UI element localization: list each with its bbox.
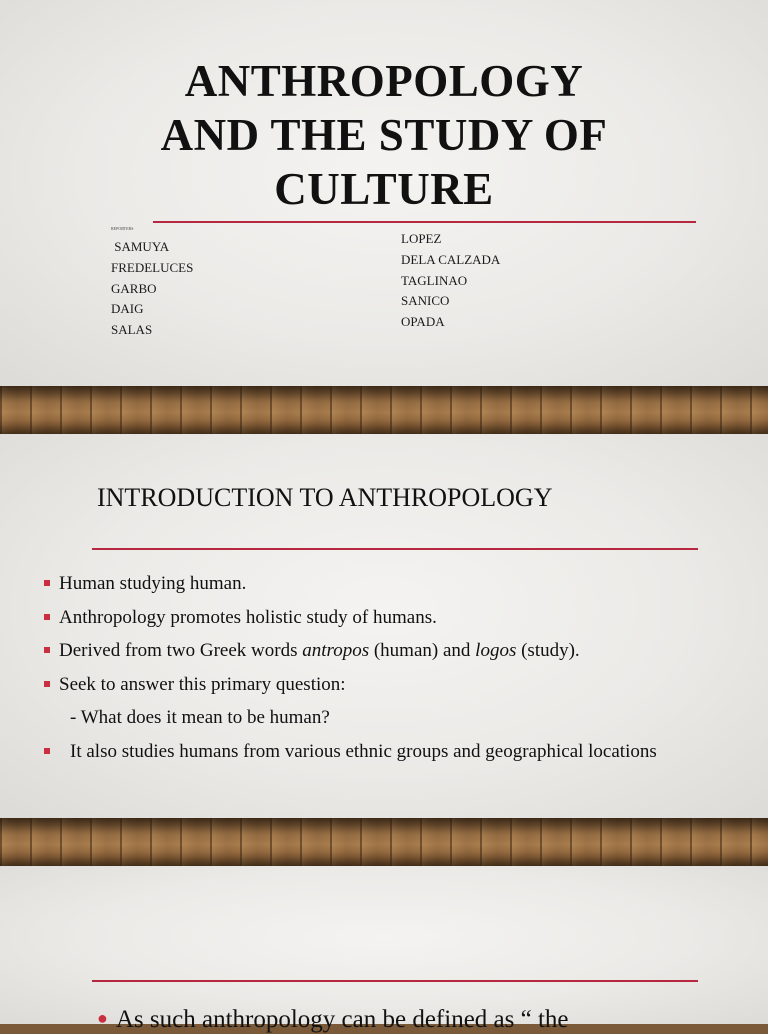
bullet-marker	[44, 614, 50, 620]
names-list-right	[401, 229, 500, 333]
bullet-text: (study).	[516, 640, 580, 661]
name-item: SALAS	[111, 322, 153, 338]
wood-floor-2	[0, 818, 768, 866]
wood-floor-1	[0, 386, 768, 434]
slide-3	[0, 866, 768, 1024]
bullet-item	[44, 735, 657, 769]
name-item: TAGLINAO	[401, 272, 468, 288]
bullet-item	[44, 668, 657, 702]
bullet-text: Derived from two Greek words	[59, 640, 303, 661]
slide-1	[0, 0, 768, 386]
name-item: DAIG	[111, 301, 144, 317]
name-item: FREDELUCES	[111, 259, 194, 275]
slide-3-divider	[92, 980, 698, 982]
bullet-list	[44, 567, 657, 768]
name-item: DELA CALZADA	[401, 251, 501, 267]
title-line-2: AND THE STUDY OF	[160, 110, 608, 160]
bullet-marker	[44, 580, 50, 586]
sub-bullet-item	[44, 701, 657, 735]
slide-3-bullet	[97, 1006, 569, 1034]
bullet-text: It also studies humans from various ethnic groups and geographical locations	[70, 740, 657, 762]
bullet-text: - What does it mean to be human?	[70, 707, 330, 728]
name-item: SAMUYA	[111, 239, 170, 254]
greek-word-logos: logos	[475, 640, 517, 661]
slide-title	[0, 54, 768, 216]
bullet-item	[44, 567, 657, 601]
title-line-3: CULTURE	[274, 164, 494, 214]
bullet-text: Human studying human.	[59, 573, 247, 594]
bullet-marker	[44, 748, 50, 754]
greek-word-antropos: antropos	[302, 640, 370, 661]
name-item: OPADA	[401, 314, 445, 330]
bullet-marker: ●	[97, 1008, 108, 1028]
bullet-text: (human) and	[369, 640, 476, 661]
title-line-1: ANTHROPOLOGY	[184, 56, 584, 106]
bullet-marker	[44, 681, 50, 687]
name-item: SANICO	[401, 293, 450, 309]
bullet-item	[44, 634, 657, 668]
bullet-text: Seek to answer this primary question:	[59, 673, 346, 695]
name-item: LOPEZ	[401, 231, 442, 246]
heading-divider	[92, 548, 698, 550]
names-list-left	[111, 237, 193, 341]
name-item: GARBO	[111, 280, 157, 296]
bullet-marker	[44, 647, 50, 653]
bullet-text: As such anthropology can be defined as “ the	[115, 1006, 569, 1033]
reporters-label: REPORTERS	[111, 226, 134, 231]
slide-heading: INTRODUCTION TO ANTHROPOLOGY	[97, 483, 553, 512]
title-divider	[153, 221, 696, 223]
bullet-text: Anthropology promotes holistic study of humans.	[59, 606, 437, 628]
bullet-item	[44, 601, 657, 635]
